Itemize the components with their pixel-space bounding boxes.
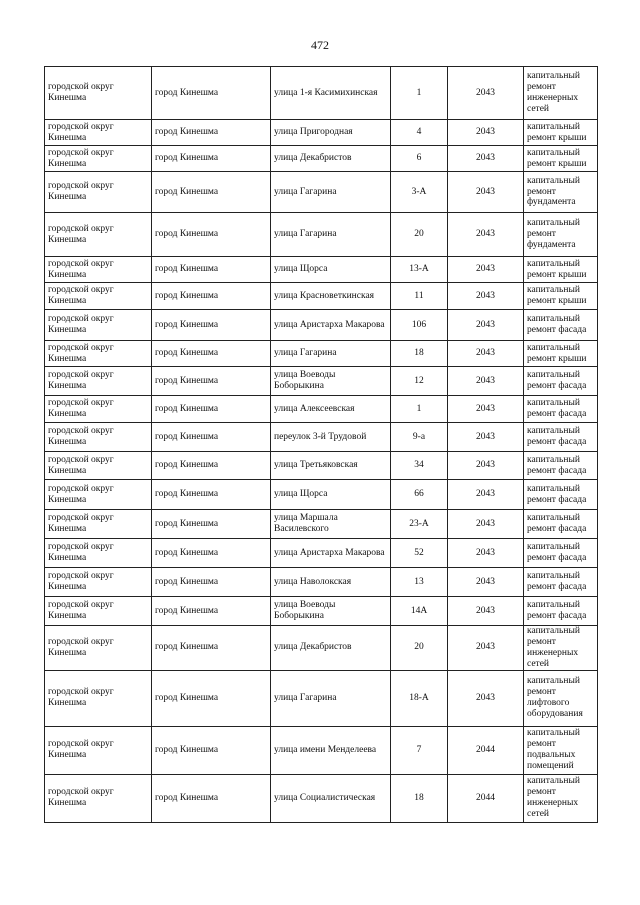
city-cell: город Кинешма	[152, 510, 271, 539]
house-number-cell: 6	[391, 146, 448, 172]
district-cell: городской округ Кинешма	[45, 626, 152, 671]
street-cell: улица Воеводы Боборыкина	[271, 597, 391, 626]
house-number-cell: 12	[391, 367, 448, 396]
district-cell: городской округ Кинешма	[45, 367, 152, 396]
table-row	[45, 452, 598, 480]
street-cell: улица Гагарина	[271, 670, 391, 726]
house-number-cell: 18	[391, 774, 448, 822]
work-type-cell: капитальный ремонт фасада	[524, 510, 598, 539]
year-cell: 2043	[448, 283, 524, 310]
district-cell: городской округ Кинешма	[45, 539, 152, 568]
page-number: 472	[311, 38, 329, 52]
table-row	[45, 367, 598, 396]
district-cell: городской округ Кинешма	[45, 510, 152, 539]
city-cell: город Кинешма	[152, 597, 271, 626]
work-type-cell: капитальный ремонт крыши	[524, 146, 598, 172]
work-type-cell: капитальный ремонт инженерных сетей	[524, 774, 598, 822]
city-cell: город Кинешма	[152, 172, 271, 213]
district-cell: городской округ Кинешма	[45, 423, 152, 452]
work-type-cell: капитальный ремонт крыши	[524, 341, 598, 367]
city-cell: город Кинешма	[152, 146, 271, 172]
work-type-cell: капитальный ремонт фасада	[524, 568, 598, 597]
work-type-cell: капитальный ремонт крыши	[524, 257, 598, 283]
work-type-cell: капитальный ремонт фасада	[524, 539, 598, 568]
city-cell: город Кинешма	[152, 452, 271, 480]
table-row	[45, 568, 598, 597]
house-number-cell: 13-А	[391, 257, 448, 283]
city-cell: город Кинешма	[152, 539, 271, 568]
street-cell: улица Алексеевская	[271, 396, 391, 423]
city-cell: город Кинешма	[152, 341, 271, 367]
work-type-cell: капитальный ремонт фасада	[524, 396, 598, 423]
year-cell: 2043	[448, 146, 524, 172]
house-number-cell: 52	[391, 539, 448, 568]
house-number-cell: 4	[391, 120, 448, 146]
table-row	[45, 146, 598, 172]
house-number-cell: 18-А	[391, 670, 448, 726]
street-cell: улица Декабристов	[271, 626, 391, 671]
street-cell: улица Гагарина	[271, 213, 391, 257]
street-cell: улица Гагарина	[271, 341, 391, 367]
city-cell: город Кинешма	[152, 367, 271, 396]
district-cell: городской округ Кинешма	[45, 146, 152, 172]
street-cell: улица Гагарина	[271, 172, 391, 213]
district-cell: городской округ Кинешма	[45, 213, 152, 257]
city-cell: город Кинешма	[152, 213, 271, 257]
district-cell: городской округ Кинешма	[45, 283, 152, 310]
city-cell: город Кинешма	[152, 726, 271, 774]
year-cell: 2043	[448, 396, 524, 423]
table-row	[45, 310, 598, 341]
house-number-cell: 20	[391, 213, 448, 257]
table-row	[45, 597, 598, 626]
table-row	[45, 283, 598, 310]
street-cell: улица Маршала Василевского	[271, 510, 391, 539]
year-cell: 2043	[448, 172, 524, 213]
district-cell: городской округ Кинешма	[45, 257, 152, 283]
city-cell: город Кинешма	[152, 568, 271, 597]
table-row	[45, 257, 598, 283]
table-row	[45, 670, 598, 726]
year-cell: 2043	[448, 480, 524, 510]
city-cell: город Кинешма	[152, 396, 271, 423]
work-type-cell: капитальный ремонт фасада	[524, 452, 598, 480]
work-type-cell: капитальный ремонт лифтового оборудования	[524, 670, 598, 726]
work-type-cell: капитальный ремонт крыши	[524, 120, 598, 146]
table-row	[45, 539, 598, 568]
street-cell: улица Воеводы Боборыкина	[271, 367, 391, 396]
table-row	[45, 774, 598, 822]
city-cell: город Кинешма	[152, 120, 271, 146]
district-cell: городской округ Кинешма	[45, 480, 152, 510]
district-cell: городской округ Кинешма	[45, 597, 152, 626]
street-cell: улица имени Менделеева	[271, 726, 391, 774]
year-cell: 2043	[448, 539, 524, 568]
district-cell: городской округ Кинешма	[45, 396, 152, 423]
year-cell: 2043	[448, 67, 524, 120]
year-cell: 2043	[448, 568, 524, 597]
district-cell: городской округ Кинешма	[45, 67, 152, 120]
street-cell: улица Пригородная	[271, 120, 391, 146]
house-number-cell: 66	[391, 480, 448, 510]
house-number-cell: 13	[391, 568, 448, 597]
house-number-cell: 20	[391, 626, 448, 671]
city-cell: город Кинешма	[152, 310, 271, 341]
house-number-cell: 1	[391, 67, 448, 120]
district-cell: городской округ Кинешма	[45, 452, 152, 480]
table-row	[45, 480, 598, 510]
year-cell: 2043	[448, 341, 524, 367]
house-number-cell: 18	[391, 341, 448, 367]
city-cell: город Кинешма	[152, 480, 271, 510]
year-cell: 2044	[448, 726, 524, 774]
house-number-cell: 3-А	[391, 172, 448, 213]
year-cell: 2043	[448, 510, 524, 539]
work-type-cell: капитальный ремонт крыши	[524, 283, 598, 310]
table-row	[45, 626, 598, 671]
table-row	[45, 172, 598, 213]
table-row	[45, 341, 598, 367]
district-cell: городской округ Кинешма	[45, 341, 152, 367]
work-type-cell: капитальный ремонт фундамента	[524, 213, 598, 257]
street-cell: улица Третьяковская	[271, 452, 391, 480]
year-cell: 2043	[448, 213, 524, 257]
district-cell: городской округ Кинешма	[45, 726, 152, 774]
street-cell: улица Щорса	[271, 480, 391, 510]
house-number-cell: 34	[391, 452, 448, 480]
year-cell: 2044	[448, 774, 524, 822]
street-cell: улица Щорса	[271, 257, 391, 283]
street-cell: улица Наволокская	[271, 568, 391, 597]
house-number-cell: 1	[391, 396, 448, 423]
city-cell: город Кинешма	[152, 283, 271, 310]
year-cell: 2043	[448, 452, 524, 480]
house-number-cell: 7	[391, 726, 448, 774]
work-type-cell: капитальный ремонт инженерных сетей	[524, 67, 598, 120]
house-number-cell: 11	[391, 283, 448, 310]
district-cell: городской округ Кинешма	[45, 670, 152, 726]
year-cell: 2043	[448, 626, 524, 671]
city-cell: город Кинешма	[152, 626, 271, 671]
year-cell: 2043	[448, 597, 524, 626]
city-cell: город Кинешма	[152, 423, 271, 452]
table-row	[45, 120, 598, 146]
district-cell: городской округ Кинешма	[45, 774, 152, 822]
street-cell: улица 1-я Касимихинская	[271, 67, 391, 120]
city-cell: город Кинешма	[152, 67, 271, 120]
work-type-cell: капитальный ремонт фасада	[524, 367, 598, 396]
street-cell: улица Социалистическая	[271, 774, 391, 822]
street-cell: переулок 3-й Трудовой	[271, 423, 391, 452]
table-row	[45, 423, 598, 452]
table-row	[45, 213, 598, 257]
district-cell: городской округ Кинешма	[45, 120, 152, 146]
year-cell: 2043	[448, 367, 524, 396]
work-type-cell: капитальный ремонт фасада	[524, 597, 598, 626]
district-cell: городской округ Кинешма	[45, 172, 152, 213]
work-type-cell: капитальный ремонт фасада	[524, 480, 598, 510]
table-row	[45, 510, 598, 539]
work-type-cell: капитальный ремонт фасада	[524, 310, 598, 341]
table-row	[45, 726, 598, 774]
house-number-cell: 9-а	[391, 423, 448, 452]
street-cell: улица Декабристов	[271, 146, 391, 172]
registry-table-body	[45, 67, 598, 823]
work-type-cell: капитальный ремонт фундамента	[524, 172, 598, 213]
district-cell: городской округ Кинешма	[45, 310, 152, 341]
city-cell: город Кинешма	[152, 257, 271, 283]
year-cell: 2043	[448, 670, 524, 726]
year-cell: 2043	[448, 423, 524, 452]
year-cell: 2043	[448, 257, 524, 283]
district-cell: городской округ Кинешма	[45, 568, 152, 597]
work-type-cell: капитальный ремонт инженерных сетей	[524, 626, 598, 671]
year-cell: 2043	[448, 310, 524, 341]
house-number-cell: 23-А	[391, 510, 448, 539]
table-row	[45, 396, 598, 423]
year-cell: 2043	[448, 120, 524, 146]
work-type-cell: капитальный ремонт подвальных помещений	[524, 726, 598, 774]
city-cell: город Кинешма	[152, 774, 271, 822]
street-cell: улица Аристарха Макарова	[271, 539, 391, 568]
work-type-cell: капитальный ремонт фасада	[524, 423, 598, 452]
table-row	[45, 67, 598, 120]
street-cell: улица Красноветкинская	[271, 283, 391, 310]
house-number-cell: 14А	[391, 597, 448, 626]
house-number-cell: 106	[391, 310, 448, 341]
registry-table	[44, 66, 598, 823]
city-cell: город Кинешма	[152, 670, 271, 726]
street-cell: улица Аристарха Макарова	[271, 310, 391, 341]
